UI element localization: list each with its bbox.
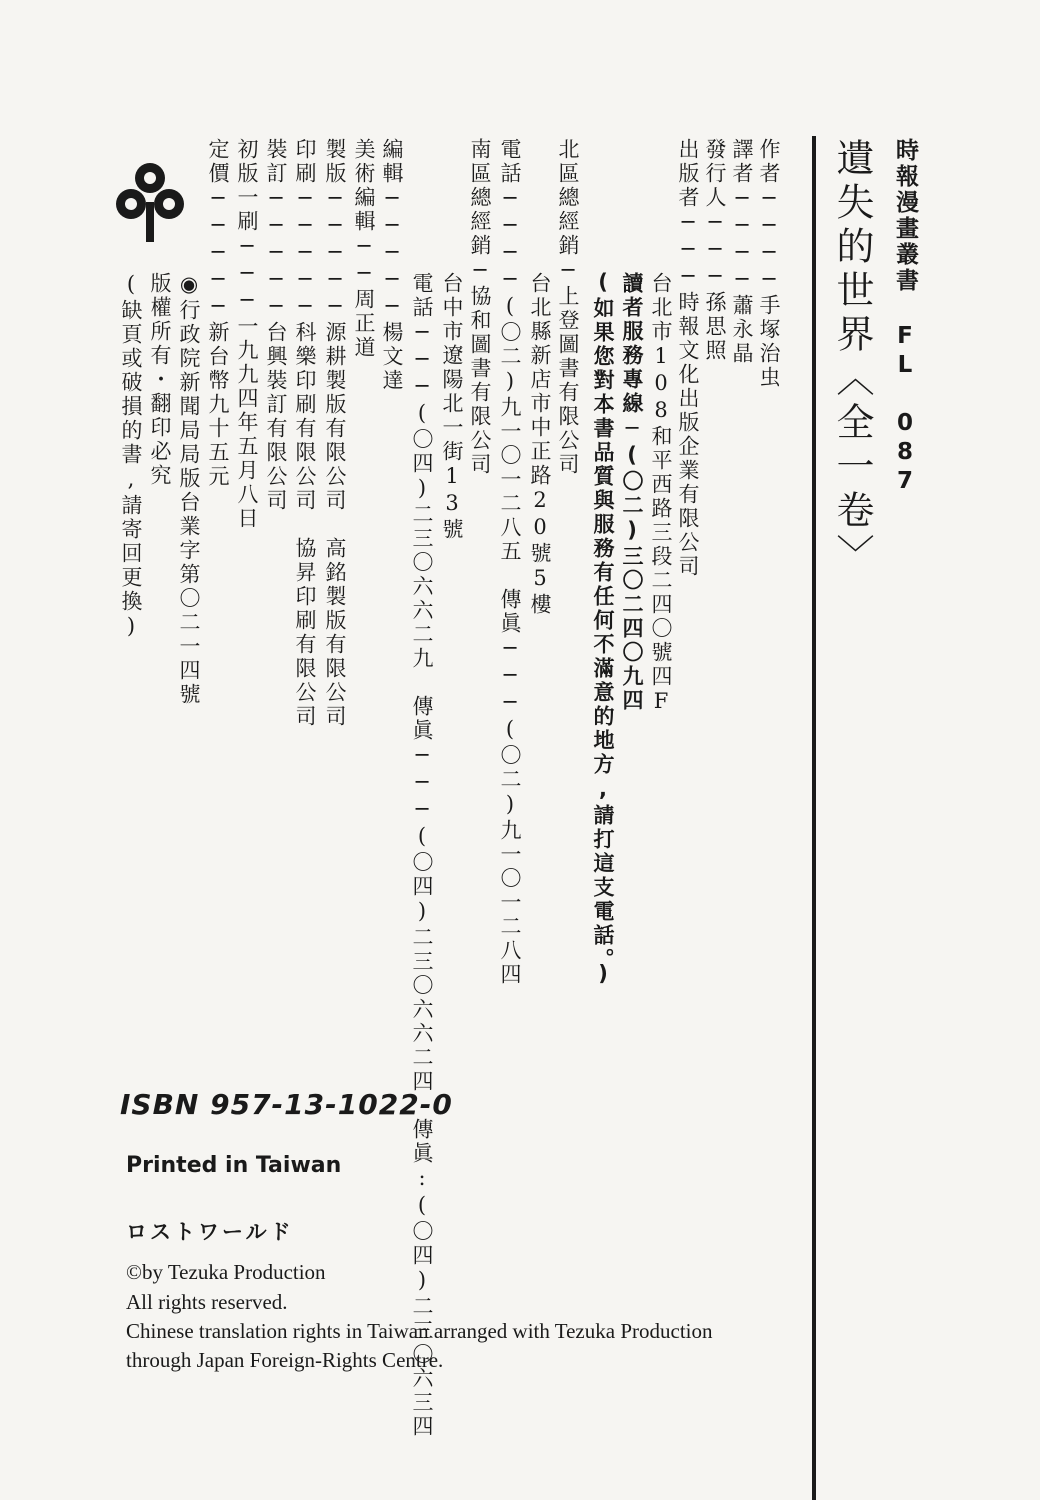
- binding-line: 裝訂─────台興裝訂有限公司: [264, 138, 288, 513]
- agency-line: through Japan Foreign-Rights Centre.: [126, 1348, 444, 1372]
- hotline-note-line: (如果您對本書品質與服務有任何不滿意的地方,請打這支電話。): [591, 270, 615, 989]
- first-edition-line: 初版一刷───一九九四年五月八日: [235, 138, 259, 531]
- publisher-person-line: 發行人───孫思照: [703, 138, 727, 363]
- south-distributor-line: 南區總經銷─協和圖書有限公司: [468, 138, 492, 477]
- north-distributor-line: 北區總經銷─上登圖書有限公司: [556, 138, 580, 477]
- south-address-line: 台中市遼陽北一街13號: [440, 272, 464, 542]
- art-editor-line: 美術編輯──周正道: [352, 138, 376, 360]
- address-line: 台北市108和平西路三段二四〇號四F: [649, 272, 673, 716]
- rights-reserved-line: All rights reserved.: [126, 1290, 288, 1314]
- rights-line: 版權所有・翻印必究: [148, 272, 172, 488]
- publisher-logo-icon: [113, 158, 187, 244]
- printing-line: 印刷─────科樂印刷有限公司 協昇印刷有限公司: [293, 138, 317, 729]
- plate-line: 製版─────源耕製版有限公司 高銘製版有限公司: [323, 138, 347, 729]
- printed-in: Printed in Taiwan: [126, 1153, 342, 1178]
- series-label: 時報漫畫叢書 FL 087: [892, 138, 918, 497]
- north-address-line: 台北縣新店市中正路20號5樓: [528, 272, 552, 617]
- south-tel-line: 電話───(〇四)二三〇六六二九 傳眞───(〇四)二三〇六六二四 傳眞:(〇四)二三〇六三四: [410, 272, 434, 1439]
- author-line: 作者────手塚治虫: [757, 138, 781, 390]
- editor-line: 編輯─────楊文達: [380, 138, 404, 393]
- publisher-line: 出版者───時報文化出版企業有限公司: [676, 138, 700, 579]
- japanese-title: ロストワールド: [126, 1220, 294, 1244]
- translator-line: 譯者────蕭永晶: [730, 138, 754, 366]
- defect-note-line: (缺頁或破損的書,請寄回更換): [119, 272, 143, 641]
- price-line: 定價─────新台幣九十五元: [206, 138, 230, 489]
- copyright-line: ©by Tezuka Production: [126, 1260, 326, 1284]
- isbn: ISBN 957-13-1022-0: [120, 1088, 453, 1121]
- translation-rights-line: Chinese translation rights in Taiwan arranged with Tezuka Production: [126, 1319, 713, 1343]
- hotline-line: 讀者服務專線─(〇二)三〇二四〇九四: [620, 272, 644, 713]
- divider-rule: [812, 136, 816, 1500]
- license-line: ◉行政院新聞局局版台業字第〇二一四號: [177, 272, 201, 707]
- north-tel-line: 電話────(〇二)九一〇一二八五 傳眞───(〇二)九一〇一二八四: [498, 138, 522, 987]
- book-title: 遺失的世界〈全一卷〉: [830, 138, 874, 578]
